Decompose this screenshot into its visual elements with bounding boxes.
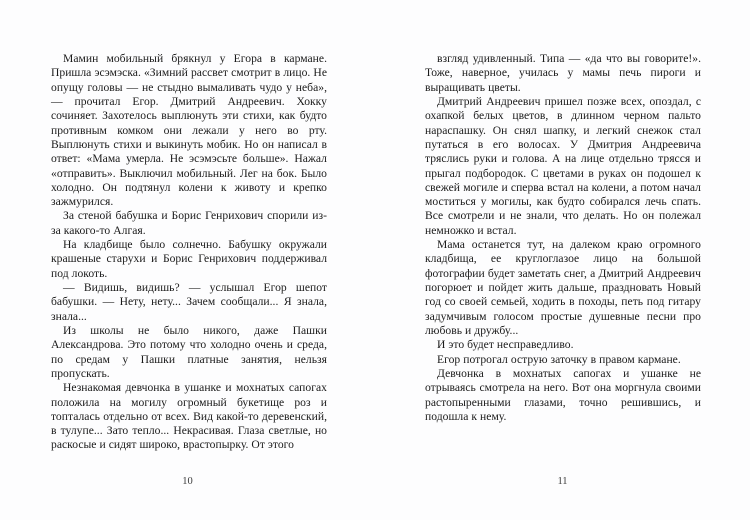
paragraph: Егор потрогал острую заточку в правом кармане. [437, 352, 681, 366]
page-number-right: 11 [557, 476, 568, 487]
paragraph: И это будет несправедливо. [437, 338, 574, 352]
page-number-left: 10 [182, 476, 193, 487]
paragraph: — Видишь, видишь? — услышал Егор шепот бабушки. — Нету, нету... Зачем сообщали... Я знала, знала... [51, 281, 327, 323]
paragraph: Дмитрий Андреевич пришел позже всех, опоздал, с охапкой белых цветов, в длинном черном пальто нараспашку. Он снял шапку, и легкий снежок стал путаться в его волосах. У Дмитрия Андреевича тряслись руки и голова. А на лице отдельно трясся и прыгал подбородок. С цветами в руках он подошел к свежей могиле и сперва встал на колени, а потом начал моститься у могилы, как будто собирался лечь спать. Все смотрели и не знали, что делать. Но он полежал немножко и встал. [425, 94, 701, 237]
paragraph: Незнакомая девчонка в ушанке и мохнатых сапогах положила на могилу огромный букетище роз и топталась отдельно от всех. Вид какой-то деревенский, в тулупе... Зато тепло... Некрасивая. Глаза светлые, но раскосые и сидят широко, врастопырку. От этого [51, 381, 327, 452]
paragraph: взгляд удивленный. Типа — «да что вы говорите!». Тоже, наверное, училась у мамы печь пироги и выращивать цветы. [425, 52, 701, 94]
left-page-text-block [51, 52, 327, 453]
paragraph: Из школы не было никого, даже Пашки Александрова. Это потому что холодно очень и среда, по средам у Пашки платные занятия, нельзя пропускать. [51, 323, 327, 380]
paragraph: Мама останется тут, на далеком краю огромного кладбища, ее круглоглазое лицо на большой фотографии будет заметать снег, а Дмитрий Андреевич погорюет и пойдет жить дальше, праздновать Новый год со своей семьей, ходить в походы, петь под гитару задумчивым голосом простые душевные песни про любовь и дружбу... [425, 238, 701, 337]
paragraph: За стеной бабушка и Борис Генрихович спорили из-за какого-то Алгая. [51, 209, 327, 237]
right-page-text-block [425, 52, 701, 424]
right-page [375, 0, 750, 520]
paragraph: Мамин мобильный брякнул у Егора в кармане. Пришла эсэмэска. «Зимний рассвет смотрит в лицо. Не опущу головы — не стыдно вымаливать чудо у неба», — прочитал Егор. Дмитрий Андреевич. Хокку сочиняет. Захотелось выплюнуть эти стихи, как будто противным комком они лежали у него во рту. Выплюнуть стихи и выкинуть мобик. Но он написал в ответ: «Мама умерла. Не эсэмэсьте больше». Нажал «отправить». Выключил мобильный. Лег на бок. Было холодно. Он подтянул колени к животу и крепко зажмурился. [51, 52, 327, 209]
paragraph: На кладбище было солнечно. Бабушку окружали крашеные старухи и Борис Генрихович поддерживал под локоть. [51, 238, 327, 280]
paragraph: Девчонка в мохнатых сапогах и ушанке не отрываясь смотрела на него. Вот она моргнула своими растопыренными глазами, точно решившись, и подошла к нему. [425, 366, 701, 423]
